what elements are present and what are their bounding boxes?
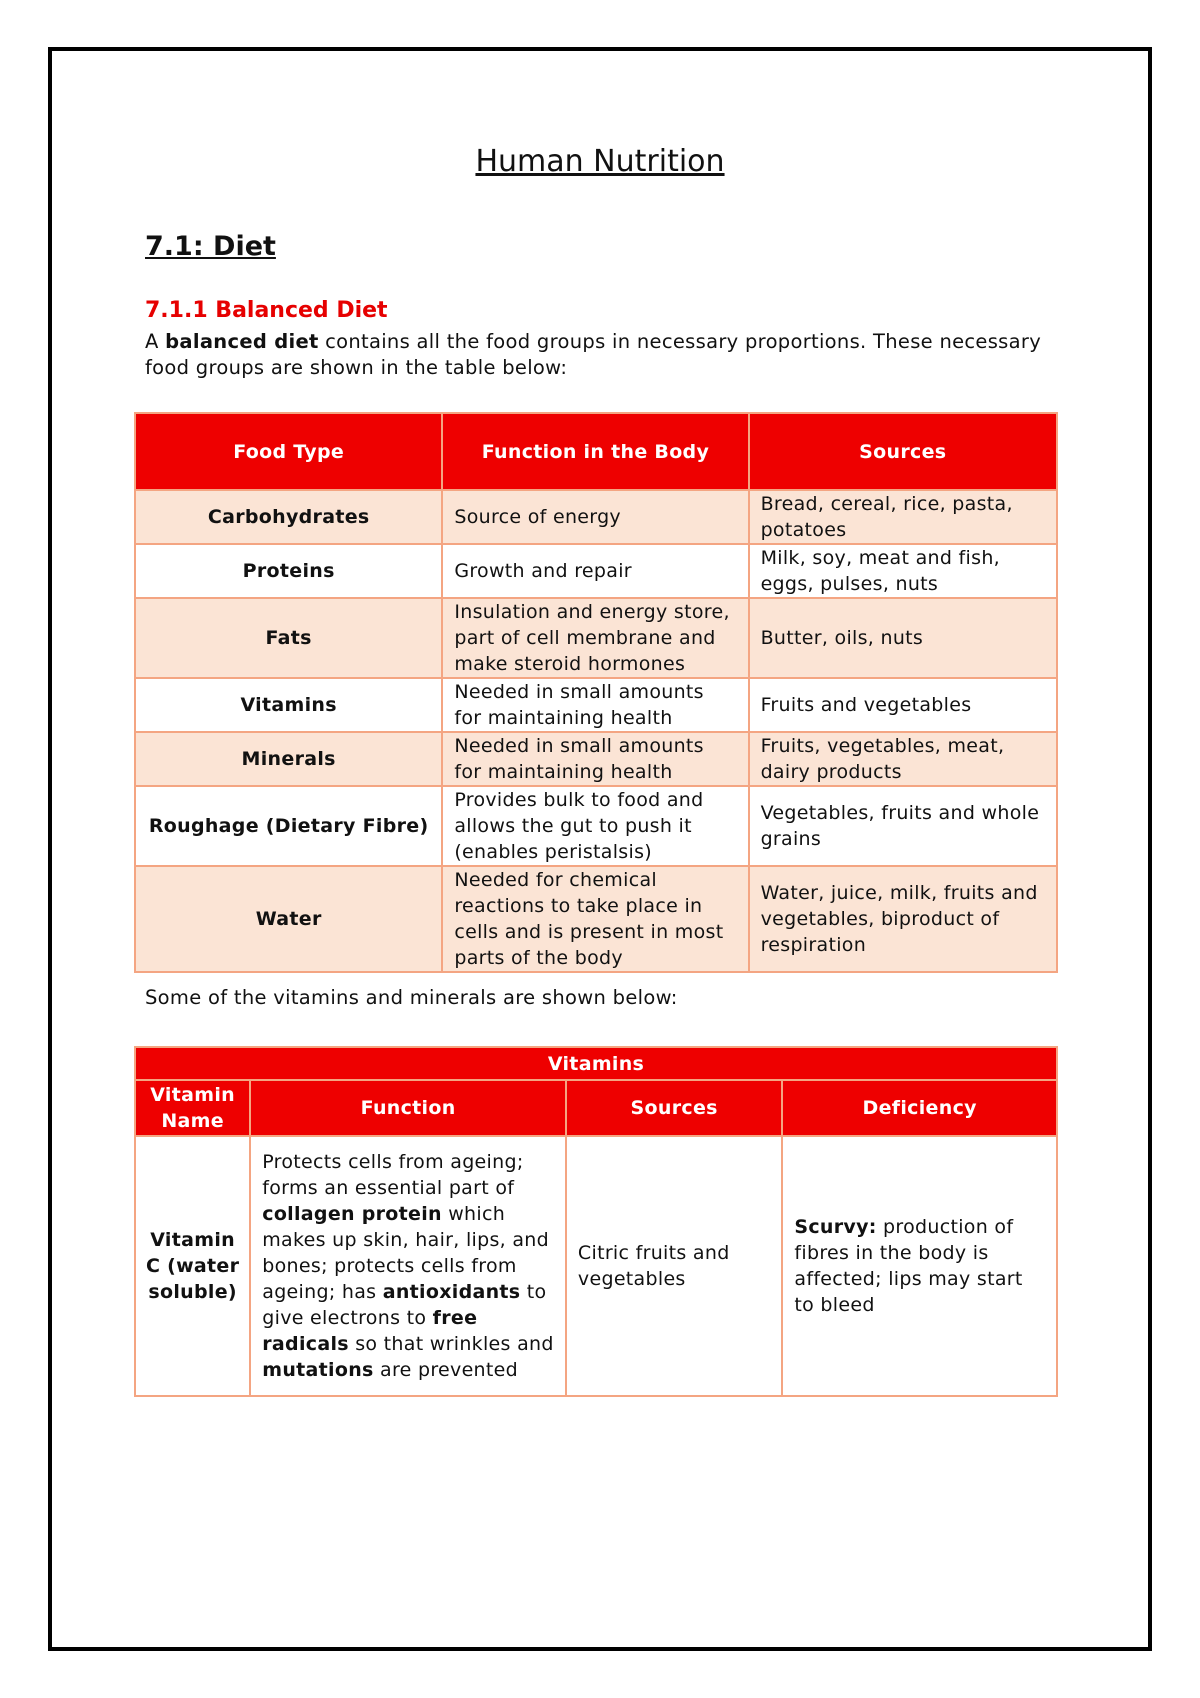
- cell-food-type: Minerals: [135, 732, 442, 786]
- function-term: mutations: [262, 1359, 374, 1381]
- cell-function: Needed for chemical reactions to take place in cells and is present in most parts of the body: [442, 866, 748, 972]
- table-row: [135, 732, 1057, 786]
- header-sources: Sources: [566, 1080, 782, 1136]
- intro-bold-term: balanced diet: [165, 330, 319, 353]
- intro-prefix: A: [145, 330, 166, 353]
- cell-sources: Bread, cereal, rice, pasta, potatoes: [749, 490, 1057, 544]
- table-row: [135, 598, 1057, 678]
- cell-food-type: Carbohydrates: [135, 490, 442, 544]
- cell-function: Needed in small amounts for maintaining health: [442, 678, 748, 732]
- cell-food-type: Roughage (Dietary Fibre): [135, 786, 442, 866]
- vitamins-banner-row: [135, 1047, 1057, 1080]
- cell-sources: Vegetables, fruits and whole grains: [749, 786, 1057, 866]
- cell-function: Growth and repair: [442, 544, 748, 598]
- cell-sources: Water, juice, milk, fruits and vegetables, biproduct of respiration: [749, 866, 1057, 972]
- deficiency-text: production of fibres in the body is affected; lips may start to bleed: [794, 1216, 1023, 1316]
- table-row: [135, 786, 1057, 866]
- function-text: Protects cells from ageing; forms an essential part of: [262, 1151, 524, 1199]
- header-food-type: Food Type: [135, 413, 442, 490]
- cell-function: Source of energy: [442, 490, 748, 544]
- header-vitamin-name: Vitamin Name: [135, 1080, 250, 1136]
- cell-function: Insulation and energy store, part of cell membrane and make steroid hormones: [442, 598, 748, 678]
- table-row: [135, 1136, 1057, 1396]
- cell-sources: Fruits, vegetables, meat, dairy products: [749, 732, 1057, 786]
- cell-food-type: Fats: [135, 598, 442, 678]
- intro-suffix: contains all the food groups in necessary proportions. These necessary food groups are shown in the table below:: [145, 330, 1042, 379]
- cell-food-type: Vitamins: [135, 678, 442, 732]
- page-title: Human Nutrition: [475, 144, 725, 179]
- cell-deficiency: [782, 1136, 1057, 1396]
- function-text: which makes up skin, hair, lips, and bones; protects cells from ageing; has: [262, 1203, 549, 1303]
- intro-paragraph: [145, 329, 1045, 381]
- cell-food-type: Water: [135, 866, 442, 972]
- cell-function: Needed in small amounts for maintaining health: [442, 732, 748, 786]
- header-function: Function: [250, 1080, 566, 1136]
- cell-food-type: Proteins: [135, 544, 442, 598]
- function-text: are prevented: [373, 1359, 518, 1381]
- table-row: [135, 544, 1057, 598]
- vitamins-header-row: [135, 1080, 1057, 1136]
- header-deficiency: Deficiency: [782, 1080, 1057, 1136]
- table-header-row: [135, 413, 1057, 490]
- vitamins-intro: Some of the vitamins and minerals are shown below:: [145, 986, 678, 1009]
- cell-sources: Fruits and vegetables: [749, 678, 1057, 732]
- cell-sources: Milk, soy, meat and fish, eggs, pulses, nuts: [749, 544, 1057, 598]
- deficiency-term: Scurvy:: [794, 1216, 877, 1238]
- function-text: to give electrons to: [262, 1281, 547, 1329]
- food-groups-table: [134, 412, 1058, 973]
- section-heading: 7.1: Diet: [145, 231, 276, 262]
- cell-sources: Citric fruits and vegetables: [566, 1136, 782, 1396]
- cell-sources: Butter, oils, nuts: [749, 598, 1057, 678]
- cell-function: Provides bulk to food and allows the gut to push it (enables peristalsis): [442, 786, 748, 866]
- cell-function: [250, 1136, 566, 1396]
- function-term: collagen protein: [262, 1203, 442, 1225]
- table-row: [135, 866, 1057, 972]
- function-term: free radicals: [262, 1307, 478, 1355]
- function-term: antioxidants: [382, 1281, 521, 1303]
- function-text: so that wrinkles and: [348, 1333, 554, 1355]
- table-row: [135, 490, 1057, 544]
- subsection-heading: 7.1.1 Balanced Diet: [145, 298, 388, 323]
- header-function: Function in the Body: [442, 413, 748, 490]
- cell-vitamin-name: Vitamin C (water soluble): [135, 1136, 250, 1396]
- header-sources: Sources: [749, 413, 1057, 490]
- vitamins-table: [134, 1046, 1058, 1397]
- table-row: [135, 678, 1057, 732]
- vitamins-banner: Vitamins: [135, 1047, 1057, 1080]
